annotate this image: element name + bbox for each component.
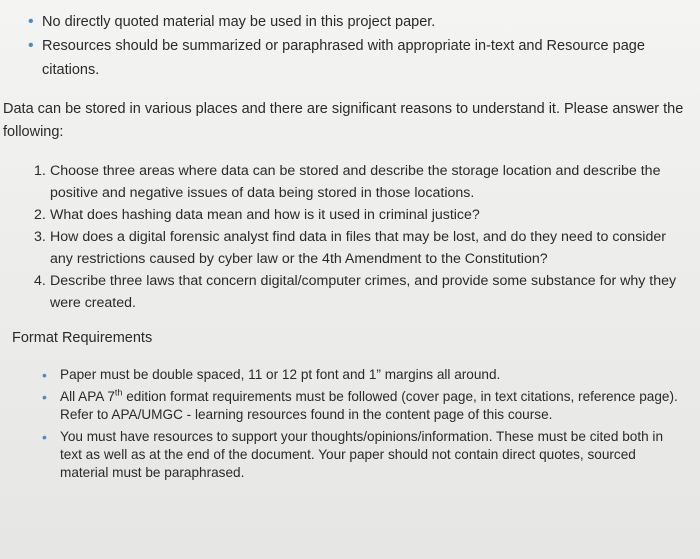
bullet-icon: • xyxy=(42,367,47,383)
format-item-spacing xyxy=(40,366,680,384)
format-requirements-list xyxy=(40,366,680,486)
question-number: 3. xyxy=(34,229,46,245)
bullet-item-paraphrase xyxy=(22,34,692,82)
bullet-item-no-quotes xyxy=(22,10,692,34)
question-list xyxy=(34,160,684,314)
question-text: Describe three laws that concern digital/computer crimes, and provide some substance for why they were created. xyxy=(50,273,677,311)
bullet-icon: • xyxy=(28,13,34,30)
apa-prefix: All APA 7 xyxy=(60,389,115,404)
apa-rest: edition format requirements must be followed (cover page, in text citations, reference page). Refer to APA/UMGC - learning resources found in the content page of this course. xyxy=(60,389,678,422)
bullet-text: Resources should be summarized or paraphrased with appropriate in-text and Resource page citations. xyxy=(42,38,645,78)
question-number: 2. xyxy=(34,207,46,223)
apa-superscript: th xyxy=(114,387,123,398)
question-item xyxy=(34,270,684,314)
question-item xyxy=(34,160,684,204)
format-item-resources xyxy=(40,428,680,482)
format-item-text xyxy=(60,389,678,422)
format-requirements-heading: Format Requirements xyxy=(12,330,153,346)
bullet-icon: • xyxy=(42,389,47,405)
question-number: 4. xyxy=(34,273,46,289)
question-text: How does a digital forensic analyst find data in files that may be lost, and do they need to consider any restrictions caused by cyber law or the 4th Amendment to the Constitution? xyxy=(50,229,666,267)
question-number: 1. xyxy=(34,163,46,179)
format-item-text: Paper must be double spaced, 11 or 12 pt font and 1” margins all around. xyxy=(60,367,501,382)
question-text: Choose three areas where data can be stored and describe the storage location and describe the positive and negative issues of data being stored in those locations. xyxy=(50,163,661,201)
format-item-apa xyxy=(40,388,680,424)
bullet-icon: • xyxy=(42,429,47,445)
question-item xyxy=(34,226,684,270)
question-item xyxy=(34,204,684,226)
top-bullet-list xyxy=(22,10,692,82)
bullet-text: No directly quoted material may be used in this project paper. xyxy=(42,14,436,30)
intro-paragraph: Data can be stored in various places and there are significant reasons to understand it. Please answer the following: xyxy=(3,101,684,140)
format-item-text: You must have resources to support your thoughts/opinions/information. These must be cited both in text as well as at the end of the document. Your paper should not contain direct quotes, sourced material must be paraphrased. xyxy=(60,429,664,480)
question-text: What does hashing data mean and how is it used in criminal justice? xyxy=(50,207,480,223)
bullet-icon: • xyxy=(28,37,34,54)
